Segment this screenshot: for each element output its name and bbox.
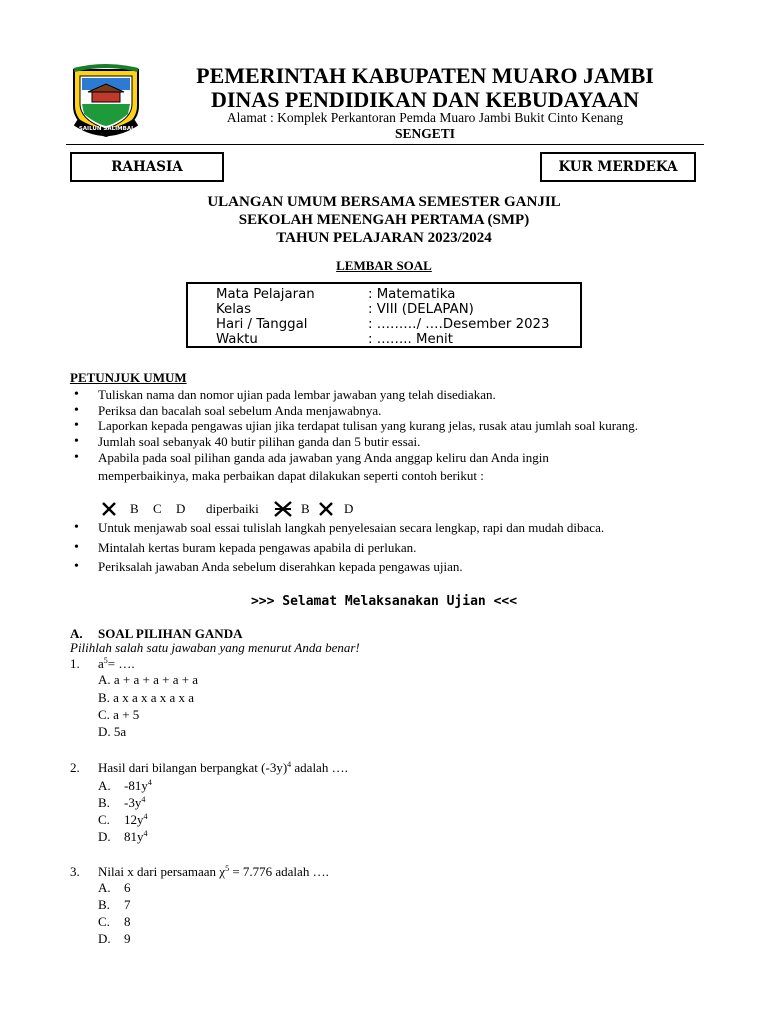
- question-2-option: A. $-81y^4$: [98, 778, 152, 793]
- section-a-heading: A. SOAL PILIHAN GANDA: [70, 626, 243, 641]
- correction-example: B C D diperbaiki B D: [98, 500, 378, 520]
- good-luck-banner: >>> Selamat Melaksanakan Ujian <<<: [250, 594, 518, 609]
- list-item: • Laporkan kepada pengawas ujian jika terdapat tulisan yang kurang jelas, rusak atau jumlah soal kurang.: [72, 418, 702, 434]
- list-item: • Tuliskan nama dan nomor ujian pada lembar jawaban yang telah disediakan.: [72, 387, 702, 403]
- question-1-option: C. a + 5: [98, 707, 140, 722]
- question-3-option: B. 7: [98, 897, 131, 912]
- list-item: • Untuk menjawab soal essai tulislah langkah penyelesaian secara lengkap, rapi dan mudah dibaca.: [72, 520, 702, 536]
- exam-title-line3: TAHUN PELAJARAN 2023/2024: [276, 230, 492, 246]
- exam-title-line2: SEKOLAH MENENGAH PERTAMA (SMP): [238, 212, 530, 228]
- header-address: Alamat : Komplek Perkantoran Pemda Muaro Jambi Bukit Cinto Kenang: [226, 110, 624, 125]
- instructions-list-continued: [72, 520, 702, 575]
- header-government: PEMERINTAH KABUPATEN MUARO JAMBI: [196, 63, 654, 88]
- question-2: 2. Hasil dari bilangan berpangkat $(-3y)^4$ adalah ….: [70, 760, 348, 775]
- question-1-option: A. a + a + a + a + a: [98, 672, 199, 687]
- question-2-option: C. $12y^4$: [98, 812, 148, 827]
- list-item: • Mintalah kertas buram kepada pengawas apabila di perlukan.: [72, 540, 702, 556]
- exam-title-line1: ULANGAN UMUM BERSAMA SEMESTER GANJIL: [207, 194, 561, 210]
- muaro-jambi-logo: [66, 64, 146, 138]
- question-3: 3. Nilai x dari persamaan $\chi^5 = 7.776$ adalah ….: [70, 864, 329, 879]
- header-divider: [66, 144, 704, 145]
- question-1-option: D. 5a: [98, 724, 127, 739]
- question-3-option: A. 6: [98, 880, 131, 895]
- question-2-option: B. $-3y^4$: [98, 795, 146, 810]
- header-city: SENGETI: [394, 126, 456, 141]
- list-item: • Jumlah soal sebanyak 40 butir pilihan ganda dan 5 butir essai.: [72, 434, 702, 450]
- header-department: DINAS PENDIDIKAN DAN KEBUDAYAAN: [210, 87, 640, 112]
- question-3-option: D. 9: [98, 931, 131, 946]
- logo-text: SAILUN SALIMBAI: [78, 126, 134, 132]
- crossed-c-icon: [319, 502, 333, 516]
- instructions-title: PETUNJUK UMUM: [70, 370, 187, 385]
- instructions-list: [72, 387, 702, 485]
- question-3-option: C. 8: [98, 914, 131, 929]
- section-a-instruction: Pilihlah salah satu jawaban yang menurut Anda benar!: [70, 640, 360, 655]
- list-item: • Periksa dan bacalah soal sebelum Anda menjawabnya.: [72, 403, 702, 419]
- exam-info-box: Mata Pelajaran : Matematika Kelas : VIII (DELAPAN) Hari / Tanggal : ………/ ….Desember 2023 Waktu : …….. Menit: [186, 282, 582, 348]
- sheet-heading: LEMBAR SOAL: [336, 258, 432, 273]
- question-1-option: B. a x a x a x a x a: [98, 690, 195, 705]
- crossed-a-icon: [102, 502, 116, 516]
- label-rahasia: RAHASIA: [70, 152, 224, 182]
- label-kurikulum: KUR MERDEKA: [540, 152, 696, 182]
- question-1: 1. $a^5=$ ….: [70, 656, 135, 671]
- list-item: • Apabila pada soal pilihan ganda ada jawaban yang Anda anggap keliru dan Anda ingin memperbaikinya, maka perbaikan dapat dilakukan seperti contoh berikut :: [72, 449, 598, 485]
- double-crossed-a-icon: [274, 501, 292, 517]
- question-2-option: D. $81y^4$: [98, 829, 148, 844]
- list-item: • Periksalah jawaban Anda sebelum diserahkan kepada pengawas ujian.: [72, 559, 702, 575]
